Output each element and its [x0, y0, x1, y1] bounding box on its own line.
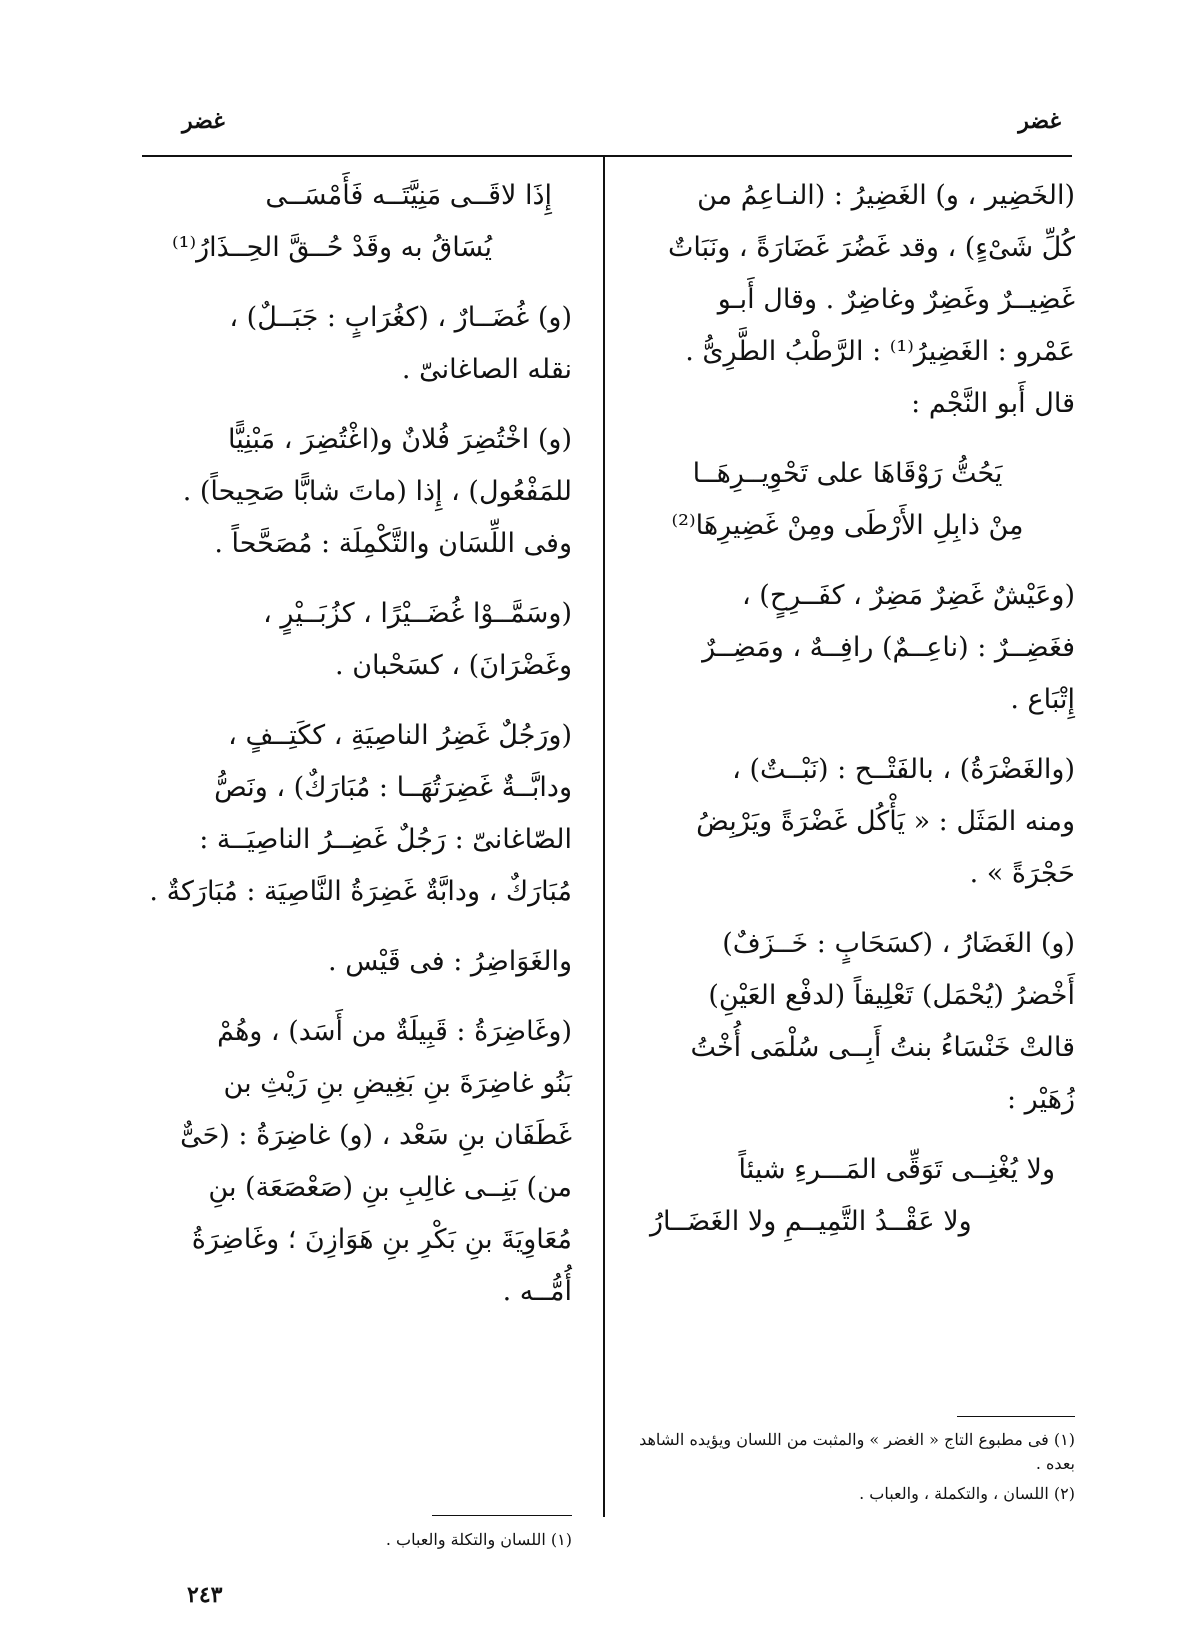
verse-hemistich: يُسَاقُ به وقَدْ حُــقَّ الحِــذَارُ⁽¹⁾	[172, 232, 493, 263]
text-line: للمَفْعُول) ، إِذا (ماتَ شابًّا صَحِيحاً) .	[182, 476, 572, 507]
entry-paragraph	[142, 710, 572, 918]
text-line: قالتْ خَنْسَاءُ بنتُ أَبِــى سُلْمَى أُخْتُ	[690, 1032, 1075, 1063]
text-line: (وغَاضِرَةُ : قَبِيلَةٌ من أَسَد) ، وهُمْ	[217, 1016, 572, 1047]
entry-paragraph	[142, 292, 572, 396]
text-line: إِتْبَاع .	[1010, 684, 1075, 715]
text-line: وغَضْرَانَ) ، كسَحْبان .	[335, 650, 572, 681]
entry-paragraph	[142, 936, 572, 988]
text-line: غَطَفَان بنِ سَعْد ، (و) غاضِرَةُ : (حَىٌّ	[180, 1120, 572, 1151]
footnotes-left	[142, 1528, 572, 1558]
verse-hemistich: يَحُتُّ رَوْقَاهَا على تَحْوِيــرِهَــا	[692, 458, 1003, 489]
text-line: (ورَجُلٌ غَضِرُ الناصِيَةِ ، ككَتِــفٍ ،	[228, 720, 572, 751]
entry-paragraph	[142, 588, 572, 692]
text-line: فغَضِــرٌ : (ناعِــمٌ) رافِــهٌ ، ومَضِــرٌ	[702, 632, 1075, 663]
text-line: الصّاغانىّ : رَجُلٌ غَضِــرُ الناصِيَــة :	[199, 824, 572, 855]
text-line: (و) غُضَــارٌ ، (كغُرَابٍ : جَبَــلٌ) ،	[229, 302, 572, 333]
header-rule	[142, 155, 1072, 157]
text-line: من) بَنِــى غالِبِ بنِ (صَعْصَعَة) بنِ	[208, 1172, 572, 1203]
text-line: وفى اللِّسَان والتَّكْمِلَة : مُصَحَّحاً .	[214, 528, 572, 559]
text-line: عَمْرو : الغَضِيرُ⁽¹⁾ : الرَّطْبُ الطَّرِىُّ .	[685, 336, 1075, 367]
poetry-verse	[620, 1144, 1075, 1248]
text-line: ومنه المَثَل : « يَأْكُل غَضْرَةً ويَرْبِضُ	[696, 806, 1075, 837]
footnote: (٢) اللسان ، والتكملة ، والعباب .	[859, 1484, 1075, 1503]
text-line: (و) الغَضَارُ ، (كسَحَابٍ : خَــزَفٌ)	[722, 928, 1075, 959]
footnote: (١) اللسان والتكلة والعباب .	[385, 1530, 572, 1549]
text-line: مُعَاوِيَةَ بنِ بَكْرِ بنِ هَوَازِنَ ؛ وغَاضِرَةُ	[191, 1224, 572, 1255]
poetry-verse	[142, 170, 572, 274]
left-column	[142, 170, 572, 1336]
text-line: كُلِّ شَىْءٍ) ، وقد غَضُرَ غَضَارَةً ، ونَبَاتٌ	[667, 232, 1075, 263]
running-header-left: غضر	[182, 108, 225, 134]
text-line: ودابَّــةٌ غَضِرَتُهَــا : مُبَارَكٌ) ، ونَصُّ	[214, 772, 572, 803]
entry-paragraph	[620, 744, 1075, 900]
text-line: قال أَبو النَّجْم :	[911, 388, 1075, 419]
text-line: (والغَضْرَةُ) ، بالفَتْــح : (نَبْــتٌ) ،	[732, 754, 1075, 785]
text-line: مُبَارَكٌ ، ودابَّةٌ غَضِرَةُ النَّاصِيَة : مُبَارَكةٌ .	[149, 876, 572, 907]
footnote-rule-left	[432, 1515, 572, 1516]
text-line: أُمُّــه .	[502, 1276, 572, 1307]
entry-paragraph	[142, 414, 572, 570]
running-header-right: غضر	[1018, 108, 1061, 134]
text-line: بَنُو غاضِرَةَ بنِ بَغِيضِ بنِ رَيْثِ بن	[223, 1068, 572, 1099]
text-line: أَخْضرُ (يُحْمَل) تَعْلِيقاً (لدفْع العَيْنِ)	[708, 980, 1075, 1011]
entry-paragraph	[620, 170, 1075, 430]
entry-paragraph	[620, 570, 1075, 726]
column-divider	[603, 157, 605, 1517]
text-line: نقله الصاغانىّ .	[401, 354, 572, 385]
text-line: (الخَضِير ، و) الغَضِيرُ : (النـاعِمُ من	[697, 180, 1075, 211]
text-line: زُهَيْر :	[1006, 1084, 1075, 1115]
right-column	[620, 170, 1075, 1266]
text-line: غَضِيــرٌ وغَضِرٌ وغاضِرٌ . وقال أَبـو	[717, 284, 1075, 315]
text-line: (و) اخْتُضِرَ فُلانٌ و(اغْتُضِرَ ، مَبْنِيًّا	[227, 424, 572, 455]
entry-paragraph	[620, 918, 1075, 1126]
page-number: ٢٤٣	[187, 1582, 223, 1608]
entry-paragraph	[142, 1006, 572, 1318]
verse-hemistich: ولا يُغْنِــى تَوَقِّى المَـــرءِ شيئاً	[738, 1154, 1055, 1185]
text-line: (وعَيْشٌ غَضِرٌ مَضِرٌ ، كفَــرِحٍ) ،	[742, 580, 1075, 611]
verse-hemistich: ولا عَقْــدُ التَّمِيــمِ ولا الغَضَــارُ	[650, 1206, 972, 1237]
footnote: (١) فى مطبوع التاج « الغضر » والمثبت من اللسان ويؤيده الشاهد بعده .	[639, 1430, 1075, 1473]
text-line: والغَوَاضِرُ : فى قَيْس .	[328, 946, 572, 977]
verse-hemistich: إِذَا لاقَــى مَنِيَّتَــه فَأَمْسَــى	[265, 180, 552, 211]
footnote-rule-right	[957, 1416, 1075, 1417]
footnotes-right	[620, 1428, 1075, 1512]
poetry-verse	[620, 448, 1075, 552]
text-line: حَجْرَةً » .	[969, 858, 1075, 889]
verse-hemistich: مِنْ ذابِلِ الأَرْطَى ومِنْ غَضِيرِهَا⁽²⁾	[671, 510, 1024, 541]
text-line: (وسَمَّــوْا غُضَــيْرًا ، كزُبَــيْرٍ ،	[263, 598, 572, 629]
